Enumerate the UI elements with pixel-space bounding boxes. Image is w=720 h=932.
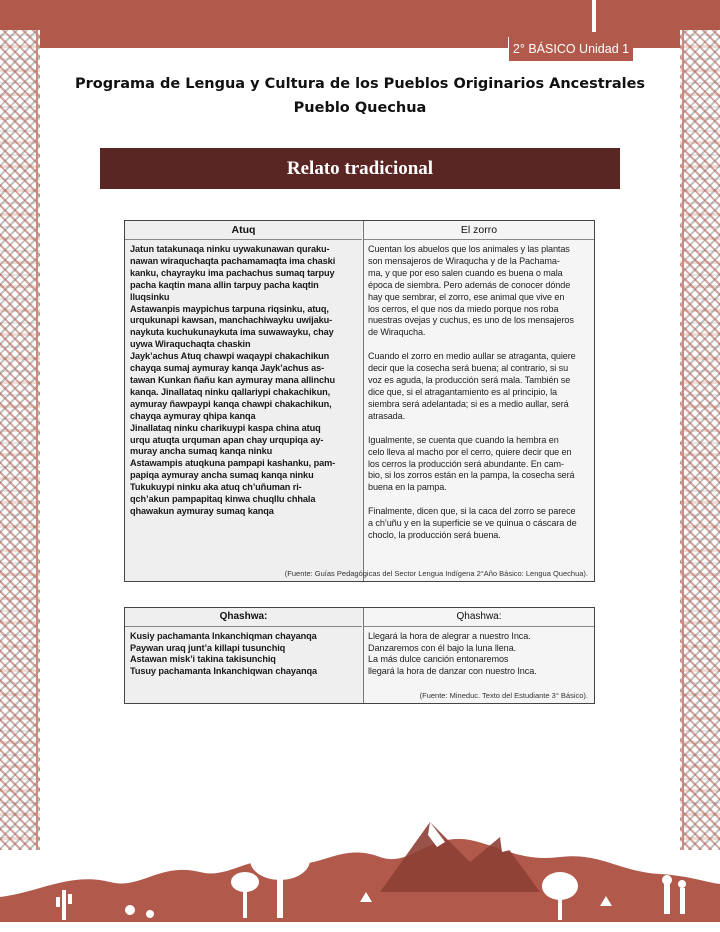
story-quechua-column [125, 221, 362, 581]
song-source: (Fuente: Mineduc. Texto del Estudiante 3° Básico). [419, 691, 588, 700]
story-spanish-column [363, 221, 594, 581]
story-table [124, 220, 595, 582]
story-paragraph-4: Finalmente, dicen que, si la caca del zorro se parece a ch’uñu y en la superficie se ve quinua o cáscara de choclo, la producción será buena. [368, 506, 577, 541]
right-pattern-border [680, 30, 720, 850]
top-bar-notch [592, 0, 596, 32]
story-quechua-text: Jatun tatakunaqa ninku uywakunawan quraku- nawan wiraquchaqta pachamamaqta ima chaski kanku, chayrayku ima pachachus sumaq tarpuy pacha kaqtin mana allin tarpuy pacha kaqtin lluqsinku Astawanpis maypichus tarpuna riqsinku, atuq, urqukunapi kawsan, manchachiwayku uwijaku- naykuta kuchukunaykuta ima suwawayku, chay uywa Wiraquchaqta chaskin Jayk’achus Atuq chawpi waqaypi chakachikun chayqa sumaj aymuray kanqa Jayk’achus as- tawan Kunkan ñañu kan aymuray mana allinchu kanqa. Jinallataq ninku qallariypi chakachikun, aymuray ñawpaypi kanqa chawpi chakachikun, chayqa aymuray qhipa kanqa Jinallataq ninku charikuypi kaspa china atuq urqu atuqta urquman apan chay urqupiqa ay- muray ancha sumaq kanqa ninku Astawampis atuqkuna pampapi kashanku, pam- papiqa aymuray ancha sumaq kanqa ninku Tukukuypi ninku aka atuq ch’uñuman ri- qch’akun pampapitaq kinwa chuqllu chhala qhawakun aymuray sumaq kanqa [130, 244, 336, 516]
story-quechua-header: Atuq [125, 221, 362, 240]
section-heading: Relato tradicional [100, 148, 620, 189]
song-table [124, 607, 595, 704]
story-paragraph-3: Igualmente, se cuenta que cuando la hembra en celo lleva al macho por el cerro, quiere decir que en los cerros la producción será abundante. En cam- bio, si los zorros están en la pampa, la cosecha será buena en la pampa. [368, 434, 575, 493]
story-paragraph-2: Cuando el zorro en medio aullar se atraganta, quiere decir que la cosecha será buena; al contrario, si su voz es aguda, la producción será mala. También se dice que, si el atragantamiento es al principio, la siembra será adelantada; si es a medio aullar, será atrasada. [368, 351, 576, 421]
song-spanish-column [363, 608, 594, 703]
grade-badge: 2° BÁSICO Unidad 1 [508, 37, 633, 61]
song-quechua-column [125, 608, 362, 703]
song-spanish-text: Llegará la hora de alegrar a nuestro Inca. Danzaremos con él bajo la luna llena. La más dulce canción entonaremos llegará la hora de danzar con nuestro Inca. [368, 631, 537, 676]
story-paragraph-1: Cuentan los abuelos que los animales y las plantas son mensajeros de Wiraqucha y de la Pachama- ma, y que por eso salen cuando es buena o mala época de siembra. Pero además de conocer dónde hay que sembrar, el zorro, ese animal que vive en los cerros, el que nos da miedo porque nos roba nuestras ovejas y cuchus, es uno de los mensajeros de Wiraqucha. [368, 244, 574, 338]
program-title-line1: Programa de Lengua y Cultura de los Pueblos Originarios Ancestrales [74, 76, 646, 92]
landscape-silhouette [0, 802, 720, 932]
song-quechua-text: Kusiy pachamanta Inkanchiqman chayanqa Paywan uraq junt’a killapi tusunchiq Astawan misk’i takina takisunchiq Tusuy pachamanta Inkanchiqwan chayanqa [130, 631, 317, 676]
song-quechua-header: Qhashwa: [125, 608, 362, 627]
program-title-line2: Pueblo Quechua [293, 100, 427, 116]
song-spanish-header: Qhashwa: [364, 608, 594, 627]
story-spanish-header: El zorro [364, 221, 594, 240]
program-title [60, 72, 660, 120]
story-source: (Fuente: Guías Pedagógicas del Sector Lengua Indígena 2°Año Básico: Lengua Quechua). [284, 569, 588, 578]
left-pattern-border [0, 30, 40, 850]
